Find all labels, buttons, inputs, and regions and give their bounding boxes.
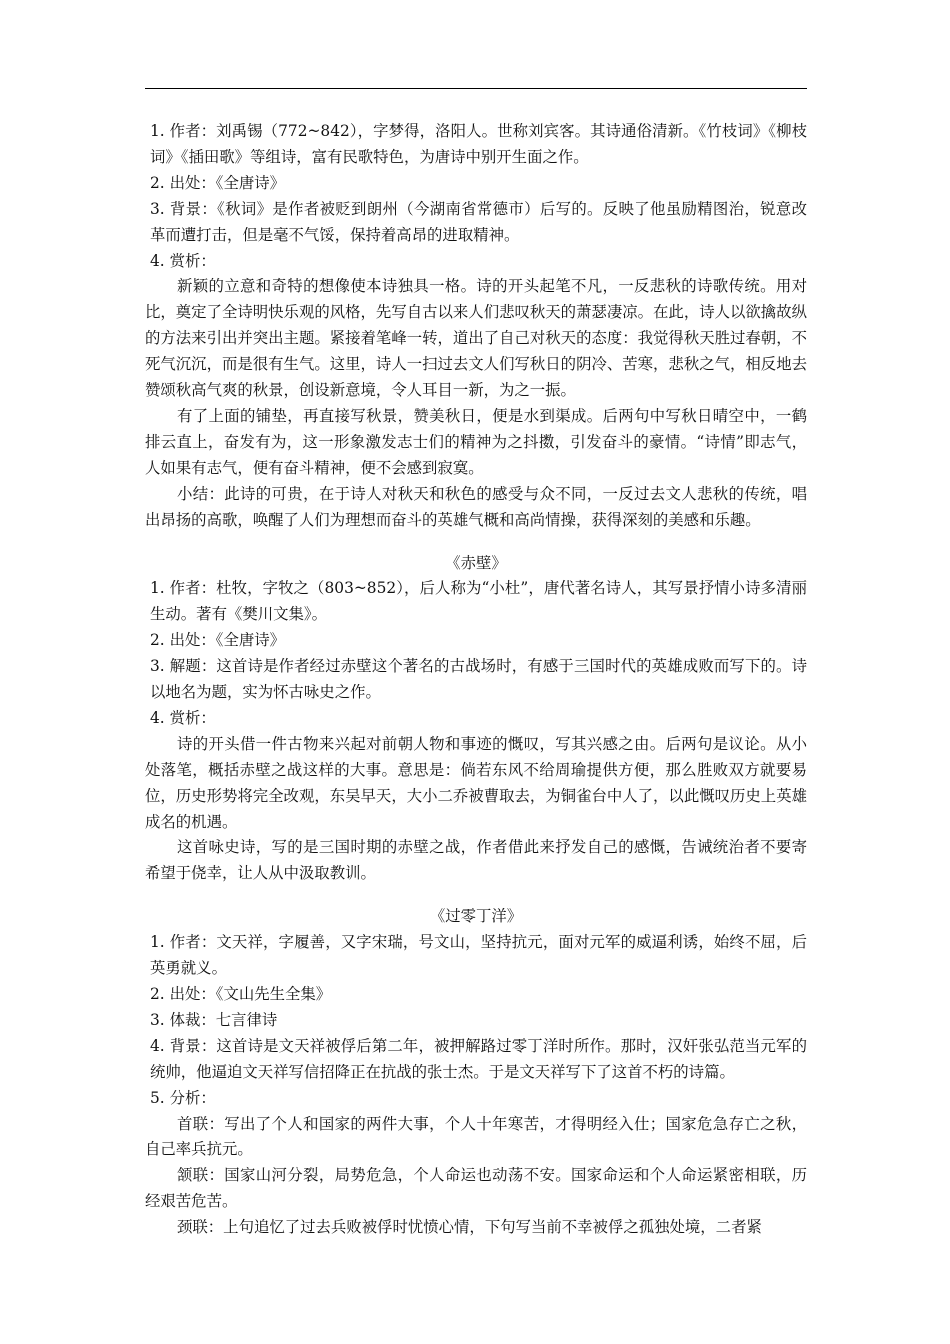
- list-item: 4. 赏析：: [150, 708, 216, 727]
- paragraph: 首联：写出了个人和国家的两件大事，个人十年寒苦，才得明经入仕；国家危急存亡之秋，自己率兵抗元。: [145, 1114, 807, 1159]
- list-item: 4. 赏析：: [150, 251, 216, 270]
- paragraph: 这首咏史诗，写的是三国时期的赤壁之战，作者借此来抒发自己的感慨，告诫统治者不要寄希望于侥幸，让人从中汲取教训。: [145, 838, 807, 883]
- section-chibi: [145, 551, 807, 888]
- list-item: 3. 解题：这首诗是作者经过赤壁这个著名的古战场时，有感于三国时代的英雄成败而写下的。诗以地名为题，实为怀古咏史之作。: [150, 657, 807, 702]
- list-item: 1. 作者：文天祥，字履善，又字宋瑞，号文山，坚持抗元，面对元军的威逼利诱，始终不屈，后英勇就义。: [150, 933, 807, 978]
- list-item: 3. 背景：《秋词》是作者被贬到朗州（今湖南省常德市）后写的。反映了他虽励精图治，锐意改革而遭打击，但是毫不气馁，保持着高昂的进取精神。: [150, 199, 807, 244]
- paragraph: 新颖的立意和奇特的想像使本诗独具一格。诗的开头起笔不凡，一反悲秋的诗歌传统。用对比，奠定了全诗明快乐观的风格，先写自古以来人们悲叹秋天的萧瑟凄凉。在此，诗人以欲擒故纵的方法来引出并突出主题。紧接着笔峰一转，道出了自己对秋天的态度：我觉得秋天胜过春朝，不死气沉沉，而是很有生气。这里，诗人一扫过去文人们写秋日的阴冷、苦寒，悲秋之气，相反地去赞颂秋高气爽的秋景，创设新意境，令人耳目一新，为之一振。: [145, 277, 807, 400]
- list-item: 3. 体裁：七言律诗: [150, 1010, 278, 1029]
- header-rule: [145, 88, 807, 89]
- section-qiuci: [145, 119, 807, 534]
- section-title: 《赤壁》: [445, 553, 507, 572]
- paragraph: 有了上面的铺垫，再直接写秋景，赞美秋日，便是水到渠成。后两句中写秋日晴空中，一鹤排云直上，奋发有为，这一形象激发志士们的精神为之抖擞，引发奋斗的豪情。“诗情”即志气，人如果有志气，便有奋斗精神，便不会感到寂寞。: [145, 406, 807, 477]
- list-item: 1. 作者：杜牧，字牧之（803~852），后人称为“小杜”，唐代著名诗人，其写景抒情小诗多清丽生动。著有《樊川文集》。: [150, 579, 807, 624]
- list-item: 2. 出处：《全唐诗》: [150, 631, 286, 650]
- list-item: 2. 出处：《文山先生全集》: [150, 985, 332, 1003]
- section-guolingdingyang: [145, 904, 807, 1241]
- paragraph: 小结：此诗的可贵，在于诗人对秋天和秋色的感受与众不同，一反过去文人悲秋的传统，唱出昂扬的高歌，唤醒了人们为理想而奋斗的英雄气概和高尚情操，获得深刻的美感和乐趣。: [145, 484, 807, 529]
- list-item: 4. 背景：这首诗是文天祥被俘后第二年，被押解路过零丁洋时所作。那时，汉奸张弘范当元军的统帅，他逼迫文天祥写信招降正在抗战的张士杰。于是文天祥写下了这首不朽的诗篇。: [150, 1036, 807, 1081]
- list-item: 5. 分析：: [150, 1088, 216, 1107]
- paragraph: 颈联：上句追忆了过去兵败被俘时忧愤心情，下句写当前不幸被俘之孤独处境，二者紧: [177, 1218, 762, 1237]
- paragraph: 诗的开头借一件古物来兴起对前朝人物和事迹的慨叹，写其兴感之由。后两句是议论。从小处落笔，概括赤壁之战这样的大事。意思是：倘若东风不给周瑜提供方便，那么胜败双方就要易位，历史形势将完全改观，东吴早天，大小二乔被曹取去，为铜雀台中人了，以此慨叹历史上英雄成名的机遇。: [145, 734, 807, 831]
- list-item: 2. 出处：《全唐诗》: [150, 173, 286, 192]
- list-item: 1. 作者：刘禹锡（772~842），字梦得，洛阳人。世称刘宾客。其诗通俗清新。《竹枝词》《柳枝词》《插田歌》等组诗，富有民歌特色，为唐诗中别开生面之作。: [150, 122, 807, 166]
- paragraph: 颔联：国家山河分裂，局势危急，个人命运也动荡不安。国家命运和个人命运紧密相联，历经艰苦危苦。: [145, 1166, 807, 1211]
- section-title: 《过零丁洋》: [429, 907, 523, 926]
- document-body: [145, 119, 807, 1241]
